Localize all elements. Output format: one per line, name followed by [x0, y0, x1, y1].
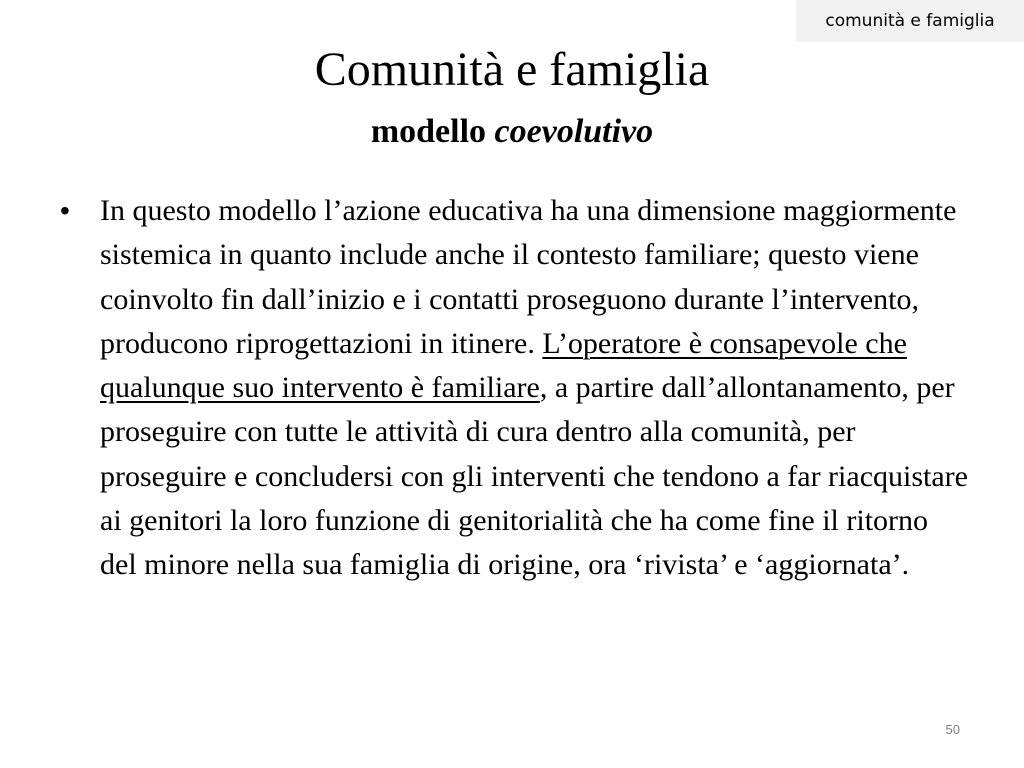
subtitle-italic-text: coevolutivo	[494, 113, 654, 150]
slide-body	[60, 189, 970, 588]
subtitle-bold-text: modello	[370, 113, 495, 150]
page-number: 50	[945, 722, 960, 737]
body-text-intro: In questo modello l’azione educativa ha una dimensione maggiormente sistemica in quanto include anche il contesto familiare; questo viene coinvolto fin dall’inizio e i contatti proseguono durante l’intervento, producono riprogettazioni in itinere.	[100, 194, 957, 360]
body-text-conclusion: , a partire dall’allontanamento, per proseguire con tutte le attività di cura dentro alla comunità, per proseguire e concludersi con gli interventi che tendono a far riacquistare ai genitori la loro funzione di genitorialità che ha come fine il ritorno del minore nella sua famiglia di origine, ora ‘rivista’ e ‘aggiornata’.	[100, 371, 968, 582]
bullet-item	[60, 189, 970, 588]
bullet-text	[100, 189, 970, 588]
slide-title: Comunità e famiglia	[314, 43, 710, 96]
slide-subtitle	[0, 106, 1024, 158]
bullet-icon: •	[60, 195, 70, 226]
body-text-underlined: L’operatore è consapevole che qualunque suo intervento è familiare	[100, 326, 907, 405]
section-tag: comunità e famiglia	[796, 0, 1024, 42]
